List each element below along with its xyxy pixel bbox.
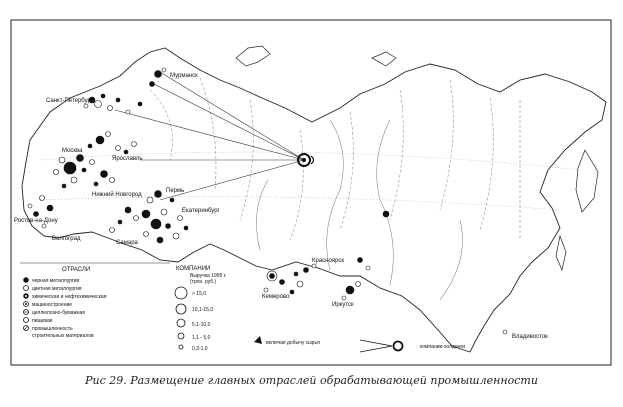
region-boundaries [150, 78, 520, 240]
legend-range: 0,3-1,0 [192, 346, 208, 352]
legend-item: химическая и нефтехимическая [32, 294, 107, 300]
legend-range: > 15,0 [192, 291, 207, 297]
legend-item: машиностроение [32, 302, 73, 308]
city-label-krasnoyarsk: Красноярск [312, 258, 345, 264]
peninsula-kamchatka [576, 150, 598, 212]
city-label-moscow: Москва [62, 148, 83, 154]
city-label-yaroslavl: Ярославль [112, 156, 143, 162]
island-sakhalin [556, 236, 566, 270]
city-label-murmansk: Мурманск [170, 73, 198, 79]
city-label-samara: Самара [116, 240, 138, 246]
legend-companies-unit: (трлн. руб.) [190, 279, 217, 285]
legend-item: целлюлозно-бумажная [32, 310, 86, 316]
legend-item: промышленность [32, 326, 73, 332]
city-label-perm: Пермь [166, 188, 185, 194]
legend-range: 5,1-10,0 [192, 322, 211, 328]
legend-industries-title: ОТРАСЛИ [62, 267, 91, 273]
legend-companies-title: КОМПАНИИ [176, 266, 211, 272]
figure-caption: Рис 29. Размещение главных отраслей обрабатывающей промышленности [85, 374, 538, 387]
legend-raw-material: включая добычу сырья [266, 340, 320, 346]
rivers [256, 120, 462, 300]
legend-item: цветная металлургия [32, 286, 82, 292]
legend-range: 10,1-15,0 [192, 307, 214, 313]
city-label-kemerovo: Кемерово [262, 294, 290, 300]
city-label-spb: Санкт-Петербург [46, 98, 94, 104]
legend-holding: компании-холдинги [420, 344, 466, 350]
island-severnaya-zemlya [372, 52, 396, 66]
city-label-nnovgorod: Нижний Новгород [92, 192, 142, 198]
legend-item: строительных материалов [32, 333, 94, 339]
legend-companies [175, 266, 226, 352]
legend-item: пищевая [32, 318, 53, 324]
city-label-irkutsk: Иркутск [332, 302, 354, 308]
legend-industries [20, 263, 170, 339]
island-novaya-zemlya [236, 46, 270, 66]
legend-other [254, 336, 465, 352]
legend-item: черная металлургия [32, 278, 80, 284]
country-outline [22, 48, 606, 352]
city-label-vladivostok: Владивосток [512, 334, 548, 340]
city-label-ekaterinburg: Екатеринбург [182, 208, 220, 214]
holding-links [115, 72, 304, 200]
city-label-volgograd: Волгоград [52, 236, 81, 242]
city-label-rostov: Ростов-на-Дону [14, 218, 58, 224]
legend-companies-subtitle: Выручка 1995 г. [190, 273, 227, 279]
legend-range: 1,1 - 5,0 [192, 335, 211, 341]
